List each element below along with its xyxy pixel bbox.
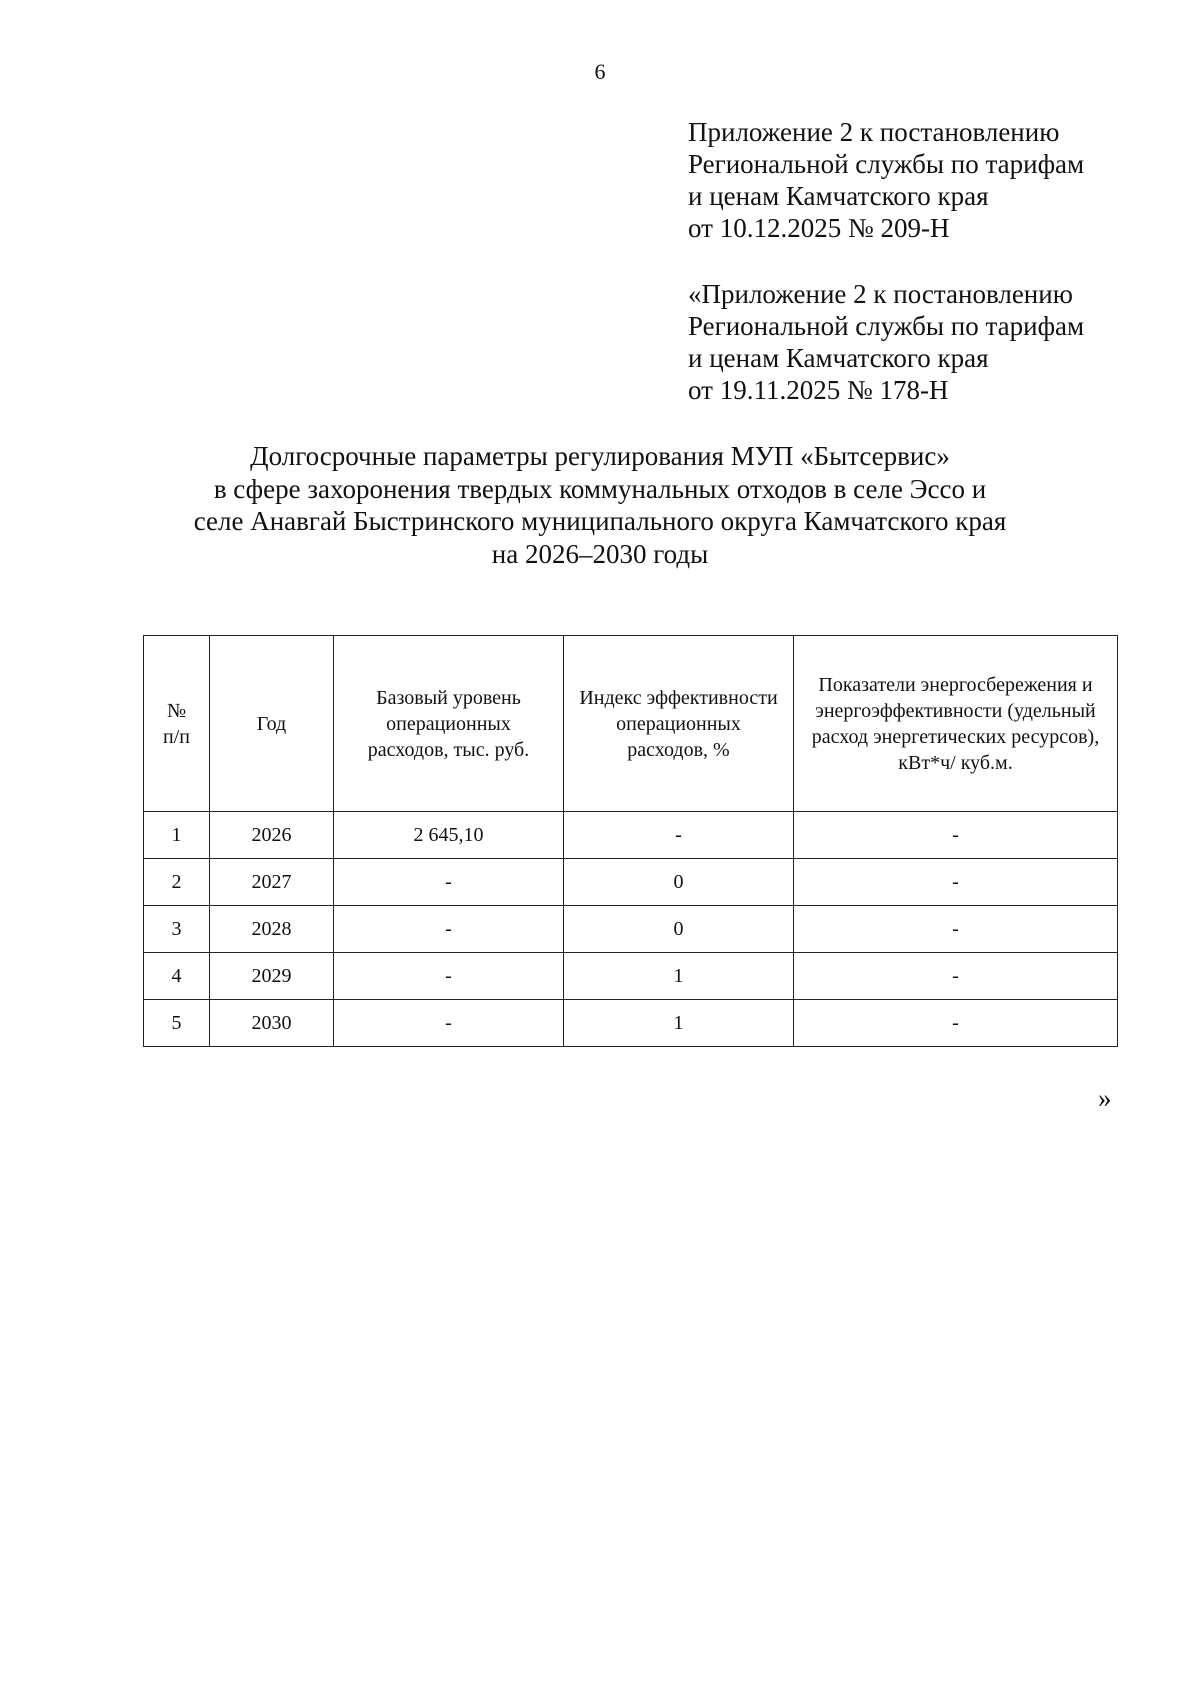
- cell-energy: -: [794, 812, 1118, 859]
- appendix-line: Региональной службы по тарифам: [688, 149, 1085, 179]
- header-num: № п/п: [144, 636, 210, 812]
- cell-base-level: -: [334, 1000, 564, 1047]
- cell-num: 4: [144, 953, 210, 1000]
- appendix-line: Приложение 2 к постановлению: [688, 117, 1060, 147]
- appendix-line: от 10.12.2025 № 209-Н: [688, 213, 950, 243]
- cell-year: 2026: [210, 812, 334, 859]
- appendix-line: и ценам Камчатского края: [688, 181, 989, 211]
- header-year: Год: [210, 636, 334, 812]
- cell-year: 2028: [210, 906, 334, 953]
- title-line: на 2026–2030 годы: [491, 538, 709, 569]
- header-base-level: Базовый уровень операционных расходов, тыс. руб.: [334, 636, 564, 812]
- parameters-table: [143, 635, 1118, 1047]
- cell-efficiency-index: 1: [564, 1000, 794, 1047]
- cell-base-level: -: [334, 859, 564, 906]
- title-line: Долгосрочные параметры регулирования МУП «Бытсервис»: [250, 441, 950, 471]
- cell-base-level: 2 645,10: [334, 812, 564, 859]
- table-header-row: [144, 636, 1118, 812]
- cell-efficiency-index: 0: [564, 906, 794, 953]
- cell-energy: -: [794, 1000, 1118, 1047]
- header-energy: Показатели энергосбережения и энергоэффективности (удельный расход энергетических ресурсов), кВт*ч/ куб.м.: [794, 636, 1118, 812]
- table-row: [144, 812, 1118, 859]
- page-number: 6: [594, 59, 606, 84]
- cell-efficiency-index: -: [564, 812, 794, 859]
- cell-num: 5: [144, 1000, 210, 1047]
- title-line: в сфере захоронения твердых коммунальных отходов в селе Эссо и: [213, 473, 987, 504]
- cell-num: 2: [144, 859, 210, 906]
- appendix-line: «Приложение 2 к постановлению: [688, 279, 1073, 309]
- appendix-line: от 19.11.2025 № 178-Н: [688, 375, 949, 405]
- appendix-line: и ценам Камчатского края: [688, 343, 989, 373]
- cell-efficiency-index: 0: [564, 859, 794, 906]
- cell-energy: -: [794, 953, 1118, 1000]
- cell-efficiency-index: 1: [564, 953, 794, 1000]
- document-title: [0, 440, 1200, 570]
- header-efficiency-index: Индекс эффективности операционных расходов, %: [564, 636, 794, 812]
- cell-year: 2029: [210, 953, 334, 1000]
- cell-num: 1: [144, 812, 210, 859]
- cell-num: 3: [144, 906, 210, 953]
- cell-base-level: -: [334, 906, 564, 953]
- table-row: [144, 859, 1118, 906]
- table-row: [144, 953, 1118, 1000]
- title-line: селе Анавгай Быстринского муниципального округа Камчатского края: [193, 506, 1007, 536]
- table-row: [144, 1000, 1118, 1047]
- closing-quote: »: [1098, 1083, 1112, 1113]
- appendix-reference-original: [688, 278, 1188, 406]
- cell-energy: -: [794, 906, 1118, 953]
- appendix-line: Региональной службы по тарифам: [688, 311, 1085, 341]
- appendix-reference-current: [688, 116, 1188, 244]
- cell-energy: -: [794, 859, 1118, 906]
- cell-year: 2027: [210, 859, 334, 906]
- cell-year: 2030: [210, 1000, 334, 1047]
- table-row: [144, 906, 1118, 953]
- cell-base-level: -: [334, 953, 564, 1000]
